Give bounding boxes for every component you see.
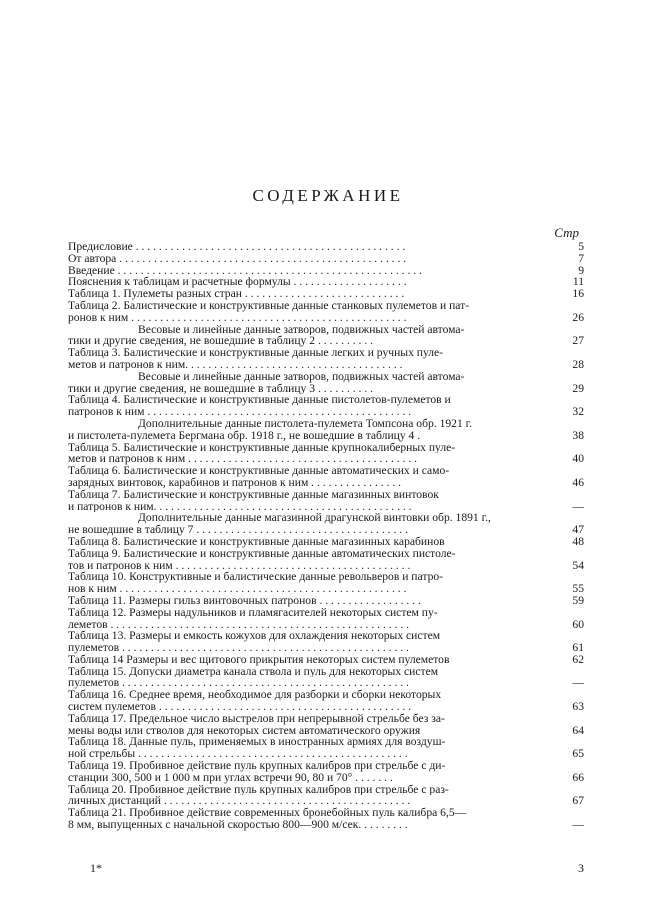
toc-entry-title-continuation: леметов . . . . . . . . . . . . . . . . . . . . . . . . . . . . . . . . . . . . . . . . . . . . . . . . . . . . [68,618,410,631]
toc-entry-title: Таблица 11. Размеры гильз винтовочных патронов . . . . . . . . . . . . . . . . . . [68,594,421,607]
toc-entry [68,394,584,418]
toc-entry-title: Таблица 1. Пулеметы разных стран . . . . . . . . . . . . . . . . . . . . . . . . . . . . [68,288,405,300]
toc-entry-title-continuation: пулеметов . . . . . . . . . . . . . . . . . . . . . . . . . . . . . . . . . . . . . . . . . . . . . . . . . . [68,642,409,654]
toc-entry-page: 40 [572,452,584,466]
footer-signature-mark: 1* [90,861,102,875]
toc-entry-title: Таблица 15. Допуски диаметра канала ствола и пуль для некоторых систем [68,665,439,678]
toc-entry [68,571,584,595]
toc-entry-title-continuation: метов и патронов к ним . . . . . . . . . . . . . . . . . . . . . . . . . . . . . . . . . . . . . . . . [68,453,418,466]
toc-entry-title: Таблица 19. Пробивное действие пуль крупных калибров при стрельбе с ди- [68,760,446,772]
toc-entry-title-continuation: мены воды или стволов для некоторых систем автоматического оружия [68,724,421,737]
toc-entry-title-continuation: систем пулеметов . . . . . . . . . . . . . . . . . . . . . . . . . . . . . . . . . . . . . . . . . . . . [68,701,412,713]
toc-entry [68,736,584,760]
toc-entry-title-continuation: ронов к ним . . . . . . . . . . . . . . . . . . . . . . . . . . . . . . . . . . . . . . . . . . . . . . . . [68,311,407,324]
toc-entry [68,276,584,288]
toc-entry-page: 7 [578,251,584,265]
toc-entry-title: Таблица 6. Балистические и конструктивные данные автоматических и само- [68,465,450,477]
toc-entry-page: — [572,499,584,513]
toc-entry-title-continuation: и пистолета-пулемета Бергмана обр. 1918 г., не вошедшие в таблицу 4 . [68,429,421,442]
toc-entry-title: Таблица 10. Конструктивные и балистические данные револьверов и патро- [68,571,444,584]
table-of-contents [68,241,584,831]
toc-entry-title: Таблица 16. Среднее время, необходимое для разборки и сборки некоторых [68,689,442,702]
toc-entry [68,442,584,466]
toc-entry-page: 38 [572,428,584,442]
toc-entry-title: От автора . . . . . . . . . . . . . . . . . . . . . . . . . . . . . . . . . . . . . . . . . . . . . . . . . . [68,252,407,265]
toc-entry-page: 65 [572,747,584,761]
toc-entry-title: Таблица 3. Балистические и конструктивные данные легких и ручных пуле- [68,347,444,359]
toc-entry-page: 5 [578,240,584,253]
toc-entry-page: 62 [572,652,584,666]
toc-entry-title: Таблица 13. Размеры и емкость кожухов для охлаждения некоторых систем [68,630,441,643]
toc-entry [68,713,584,737]
toc-entry-title: Дополнительные данные пистолета-пулемета Томпсона обр. 1921 г. [138,417,473,430]
toc-entry-page: — [572,818,584,832]
toc-entry-title: Таблица 5. Балистические и конструктивные данные крупнокалиберных пуле- [68,441,456,454]
toc-entry-page: 61 [572,641,584,655]
toc-entry-title: Введение . . . . . . . . . . . . . . . . . . . . . . . . . . . . . . . . . . . . . . . . . . . . . . . . . . . . . [68,264,422,277]
toc-entry [68,253,584,265]
toc-entry-title: Предисловие . . . . . . . . . . . . . . . . . . . . . . . . . . . . . . . . . . . . . . . . . . . . . . . [68,241,406,253]
toc-entry [68,347,584,371]
toc-entry-title-continuation: личных дистанций . . . . . . . . . . . . . . . . . . . . . . . . . . . . . . . . . . . . . . . . . . . [68,795,411,808]
toc-entry-page: 28 [572,357,584,371]
toc-entry-page: 32 [572,405,584,419]
toc-entry-title: Весовые и линейные данные затворов, подвижных частей автома- [138,370,465,383]
toc-entry-title-continuation: тики и другие сведения, не вошедшие в таблицу 3 . . . . . . . . . . [68,382,374,395]
toc-entry-title: Таблица 7. Балистические и конструктивные данные магазинных винтовок [68,488,439,501]
toc-entry [68,548,584,572]
toc-entry-page: 16 [572,287,584,301]
toc-entry [68,465,584,489]
toc-entry [68,512,584,536]
toc-entry-title: Весовые и линейные данные затворов, подвижных частей автома- [138,323,465,336]
toc-entry-title-continuation: ной стрельбы . . . . . . . . . . . . . . . . . . . . . . . . . . . . . . . . . . . . . . . . . . . . . . . [68,748,408,761]
toc-entry [68,666,584,690]
toc-entry-title: Таблица 18. Данные пуль, применяемых в иностранных армиях для воздуш- [68,736,446,749]
toc-entry-page: 54 [572,558,584,572]
toc-entry-title-continuation: и патронов к ним. . . . . . . . . . . . . . . . . . . . . . . . . . . . . . . . . . . . . . . . . . . . . [68,500,412,513]
toc-entry-page: 48 [572,534,584,548]
toc-entry [68,241,584,253]
toc-entry-page: 26 [572,310,584,324]
toc-entry-title-continuation: тики и другие сведения, не вошедшие в таблицу 2 . . . . . . . . . . [68,335,374,348]
toc-entry [68,418,584,442]
toc-entry [68,265,584,277]
toc-entry-page: 11 [572,275,584,289]
toc-entry-page: 64 [572,723,584,737]
toc-entry-title: Таблица 8. Балистические и конструктивные данные магазинных карабинов [68,535,445,548]
toc-entry [68,288,584,300]
toc-entry [68,536,584,548]
toc-entry-title-continuation: станции 300, 500 и 1 000 м при углах встречи 90, 80 и 70° . . . . . . . [68,771,393,784]
toc-entry-title-continuation: не вошедшие в таблицу 7 . . . . . . . . . . . . . . . . . . . . . . . . . . . . . . . . . . . . . [68,524,408,536]
toc-entry-page: 59 [572,593,584,607]
toc-entry-title: Дополнительные данные магазинной драгунской винтовки обр. 1891 г., [138,512,491,525]
toc-entry [68,489,584,513]
toc-entry-title-continuation: нов к ним . . . . . . . . . . . . . . . . . . . . . . . . . . . . . . . . . . . . . . . . . . . . . . . . . . [68,583,407,595]
toc-entry-page: 46 [572,475,584,489]
toc-entry-title: Таблица 9. Балистические и конструктивные данные автоматических пистоле- [68,547,456,560]
toc-entry-page: 47 [572,523,584,537]
toc-entry-page: 60 [572,617,584,631]
toc-entry-title-continuation: 8 мм, выпущенных с начальной скоростью 800—900 м/сек. . . . . . . . . [68,819,408,831]
toc-entry [68,630,584,654]
toc-entry-title-continuation: зарядных винтовок, карабинов и патронов к ним . . . . . . . . . . . . . . . . [68,476,402,489]
toc-entry [68,654,584,666]
toc-entry-page: 29 [572,381,584,395]
toc-entry [68,300,584,324]
toc-entry-title: Таблица 12. Размеры надульников и пламягасителей некоторых систем пу- [68,606,438,619]
toc-entry [68,689,584,713]
toc-entry-page: 27 [572,334,584,348]
toc-entry-title: Таблица 20. Пробивное действие пуль крупных калибров при стрельбе с раз- [68,783,449,796]
toc-entry-title-continuation: патронов к ним . . . . . . . . . . . . . . . . . . . . . . . . . . . . . . . . . . . . . . . . . . . . . . [68,406,412,418]
toc-entry [68,784,584,808]
toc-entry-page: 55 [572,582,584,596]
page-number: 3 [578,861,584,875]
toc-entry-page: 67 [572,794,584,808]
toc-entry-page: — [572,676,584,690]
toc-entry-title: Таблица 4. Балистические и конструктивные данные пистолетов-пулеметов и [68,394,451,407]
toc-entry-page: 63 [572,700,584,714]
toc-entry-title: Таблица 17. Предельное число выстрелов при непрерывной стрельбе без за- [68,712,445,725]
page-column-header: Стр [554,225,579,240]
page-title: СОДЕРЖАНИЕ [252,186,404,205]
toc-entry [68,595,584,607]
toc-entry-title-continuation: тов и патронов к ним . . . . . . . . . . . . . . . . . . . . . . . . . . . . . . . . . . . . . . . . . [68,559,411,572]
toc-entry-title-continuation: пулеметов . . . . . . . . . . . . . . . . . . . . . . . . . . . . . . . . . . . . . . . . . . . . . . . . . . [68,677,409,690]
toc-entry [68,760,584,784]
toc-entry [68,607,584,631]
toc-entry-title: Таблица 2. Балистические и конструктивные данные станковых пулеметов и пат- [68,299,470,312]
toc-entry-title: Пояснения к таблицам и расчетные формулы . . . . . . . . . . . . . . . . . . . . [68,276,407,289]
toc-entry-title: Таблица 21. Пробивное действие современных бронебойных пуль калибра 6,5— [68,807,467,820]
toc-entry [68,324,584,348]
toc-entry-page: 9 [578,263,584,277]
toc-entry-title-continuation: метов и патронов к ним. . . . . . . . . . . . . . . . . . . . . . . . . . . . . . . . . . . . . . [68,358,403,371]
toc-entry-page: 66 [572,770,584,784]
toc-entry-title: Таблица 14 Размеры и вес щитового прикрытия некоторых систем пулеметов [68,653,450,666]
toc-entry [68,371,584,395]
toc-entry [68,807,584,831]
